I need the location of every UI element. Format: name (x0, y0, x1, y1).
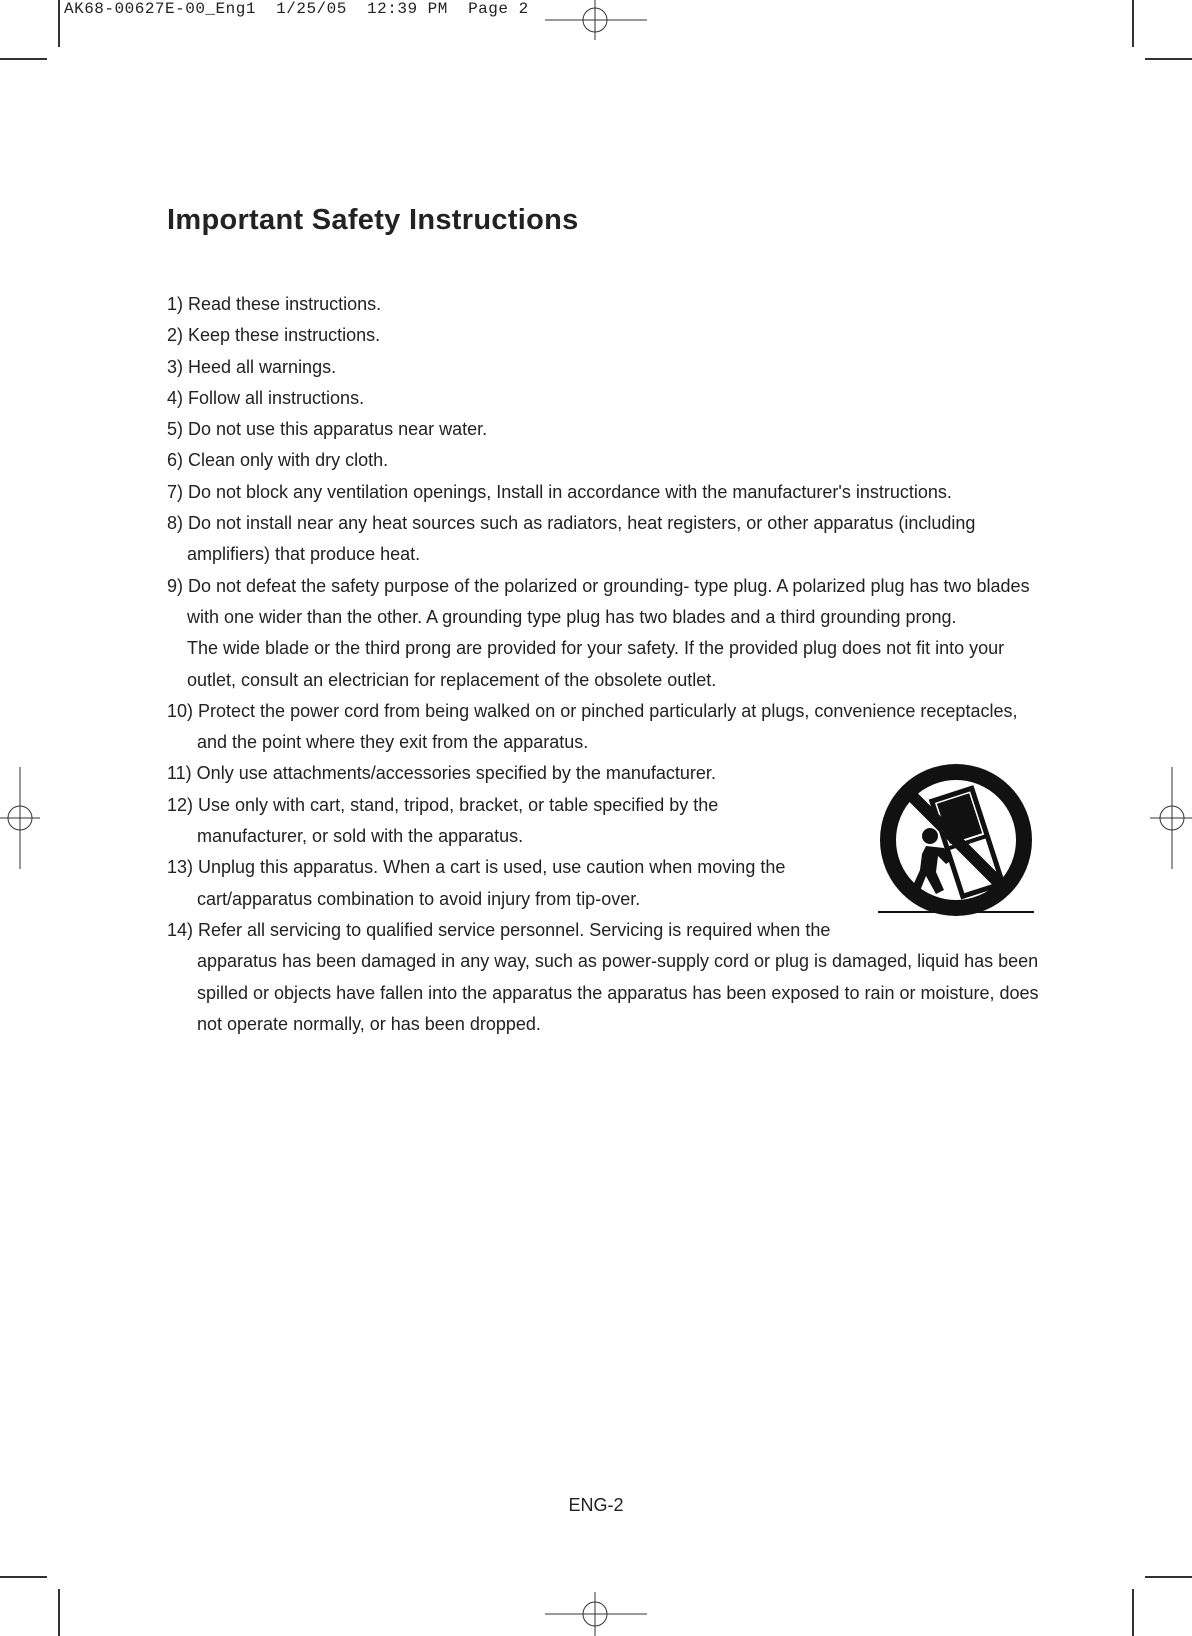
list-item-line: and the point where they exit from the apparatus. (197, 732, 589, 753)
page-number: ENG-2 (568, 1495, 624, 1515)
list-item-line: 8) Do not install near any heat sources such as radiators, heat registers, or other apparatus (including (167, 513, 976, 534)
crop-mark-top-right-horizontal (1145, 58, 1192, 60)
list-item-line: 5) Do not use this apparatus near water. (167, 419, 488, 440)
list-item-line: 2) Keep these instructions. (167, 325, 381, 346)
page-title: Important Safety Instructions (167, 204, 579, 236)
crop-mark-bottom-right-horizontal (1145, 1576, 1192, 1578)
list-item (167, 445, 1047, 476)
safety-instruction-list (167, 289, 1047, 1040)
list-item (167, 352, 1047, 383)
list-item (167, 477, 1047, 508)
list-item-line: 10) Protect the power cord from being walked on or pinched particularly at plugs, convenience receptacles, (167, 700, 1018, 721)
list-item-line: 9) Do not defeat the safety purpose of the polarized or grounding- type plug. A polarized plug has two blades (167, 575, 1030, 596)
list-item-line: with one wider than the other. A grounding type plug has two blades and a third grounding prong. (187, 606, 957, 627)
crop-mark-top-left-vertical (58, 0, 60, 47)
list-item-line: manufacturer, or sold with the apparatus. (197, 826, 524, 847)
list-item-line: 7) Do not block any ventilation openings, Install in accordance with the manufacturer's instructions. (167, 481, 952, 502)
list-item-line: 4) Follow all instructions. (167, 387, 365, 408)
crop-mark-top-left-horizontal (0, 58, 47, 60)
list-item (167, 320, 1047, 351)
list-item-line: 11) Only use attachments/accessories specified by the manufacturer. (167, 763, 716, 784)
list-item (167, 571, 1047, 696)
list-item-line: 14) Refer all servicing to qualified service personnel. Servicing is required when the (167, 919, 831, 940)
list-item-line: 12) Use only with cart, stand, tripod, bracket, or table specified by the (167, 794, 719, 815)
list-item-line: apparatus has been damaged in any way, such as power-supply cord or plug is damaged, liquid has been (197, 951, 1039, 972)
list-item (167, 696, 1047, 759)
list-item-line: The wide blade or the third prong are provided for your safety. If the provided plug does not fit into your (187, 638, 1005, 659)
registration-mark-top-icon (545, 0, 647, 40)
registration-mark-left-icon (0, 767, 40, 869)
list-item-line: 1) Read these instructions. (167, 294, 382, 314)
print-slug: AK68-00627E-00_Eng1 1/25/05 12:39 PM Page 2 (64, 0, 529, 18)
list-item (167, 508, 1047, 571)
list-item-line: outlet, consult an electrician for replacement of the obsolete outlet. (187, 669, 717, 690)
list-item-line: cart/apparatus combination to avoid injury from tip-over. (197, 888, 641, 909)
registration-mark-right-icon (1150, 767, 1192, 869)
list-item-line: amplifiers) that produce heat. (187, 544, 421, 565)
crop-mark-bottom-left-horizontal (0, 1576, 47, 1578)
list-item (167, 383, 1047, 414)
crop-mark-bottom-left-vertical (58, 1589, 60, 1636)
cart-tip-over-warning-icon (878, 762, 1034, 918)
crop-mark-bottom-right-vertical (1132, 1589, 1134, 1636)
list-item (167, 289, 1047, 320)
list-item-line: spilled or objects have fallen into the apparatus the apparatus has been exposed to rain or moisture, does (197, 982, 1039, 1003)
list-item-line: 3) Heed all warnings. (167, 356, 337, 377)
crop-mark-top-right-vertical (1132, 0, 1134, 47)
registration-mark-bottom-icon (545, 1592, 647, 1636)
list-item-line: not operate normally, or has been dropped. (197, 1013, 541, 1034)
list-item-line: 6) Clean only with dry cloth. (167, 450, 389, 471)
list-item-line: 13) Unplug this apparatus. When a cart is used, use caution when moving the (167, 857, 786, 878)
list-item (167, 414, 1047, 445)
list-item (167, 915, 1047, 1040)
